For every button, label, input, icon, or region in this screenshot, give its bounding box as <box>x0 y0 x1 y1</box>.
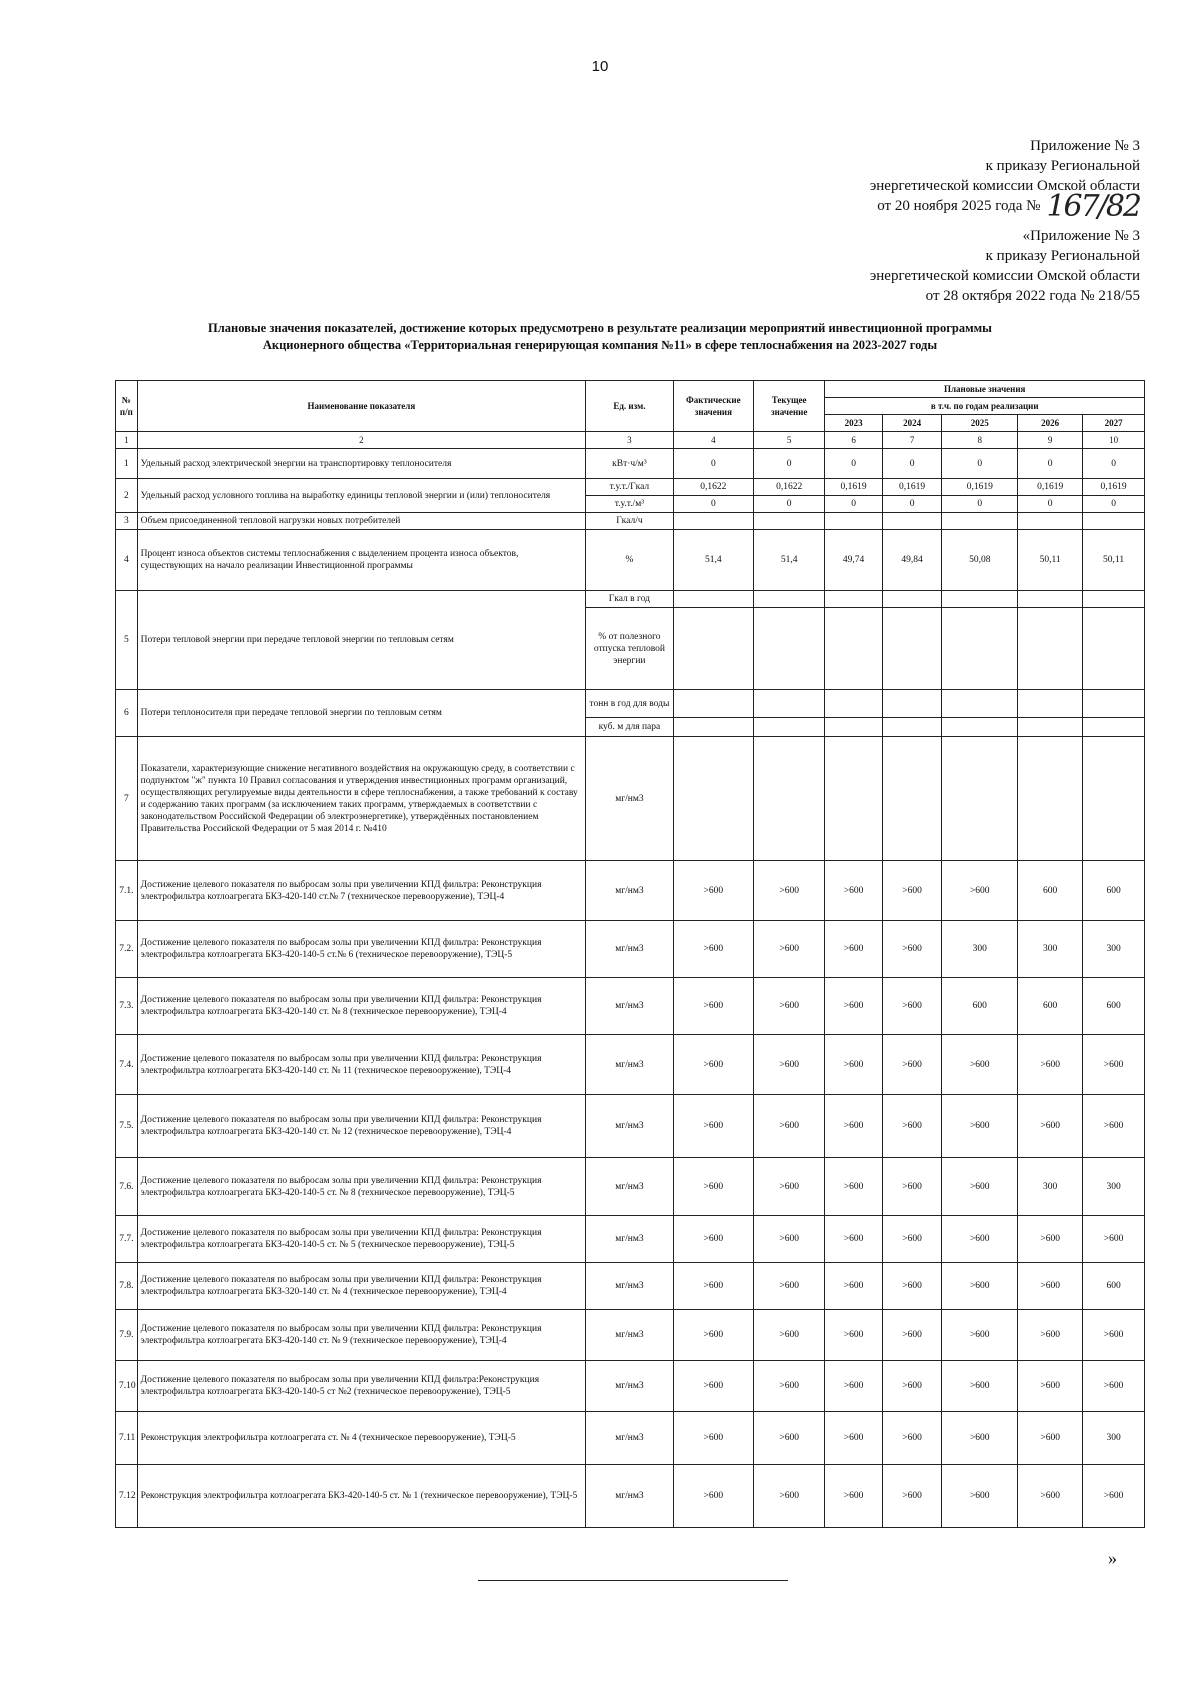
table-row <box>116 530 1145 591</box>
row-value: 50,08 <box>942 530 1018 591</box>
row-num: 7.10 <box>116 1361 138 1412</box>
footer-divider <box>478 1580 788 1581</box>
header-year: 2024 <box>882 415 942 432</box>
row-value: 0 <box>942 496 1018 513</box>
row-value: >600 <box>673 1465 753 1528</box>
row-num: 7.4. <box>116 1035 138 1095</box>
empty-cell <box>1083 513 1145 530</box>
row-value: >600 <box>825 1412 882 1465</box>
row-name: Показатели, характеризующие снижение негативного воздействия на окружающую среду, в соответствии с подпунктом "ж" пункта 10 Правил согласования и утверждения инвестиционных программ организаций, осуществляющих регулируемые виды деятельности в сфере теплоснабжения, а также требований к составу и содержанию таких программ (за исключением таких программ, утверждаемых в соответствии с законодательством Российской Федерации об электроэнергетике), утверждённых постановлением Правительства Российской Федерации от 5 мая 2014 г. №410 <box>137 737 585 861</box>
handwritten-number: 167/82 <box>1046 189 1140 224</box>
row-name: Достижение целевого показателя по выбросам золы при увеличении КПД фильтра:Реконструкция электрофильтра котлоагрегата БКЗ-420-140-5 ст №2 (техническое перевооружение), ТЭЦ-5 <box>137 1361 585 1412</box>
row-value: >600 <box>882 1216 942 1263</box>
row-name: Потери тепловой энергии при передаче тепловой энергии по тепловым сетям <box>137 591 585 690</box>
row-num: 7.2. <box>116 921 138 978</box>
empty-cell <box>753 737 824 861</box>
empty-cell <box>825 737 882 861</box>
row-value: 300 <box>1018 1158 1083 1216</box>
appendix-line: Приложение № 3 <box>1030 138 1140 154</box>
row-value: 0 <box>882 449 942 479</box>
empty-cell <box>825 591 882 608</box>
page-number: 10 <box>591 58 609 75</box>
header-planned: Плановые значения <box>825 381 1145 398</box>
row-value: 300 <box>1083 1412 1145 1465</box>
row-value: 0 <box>1083 449 1145 479</box>
empty-cell <box>1018 718 1083 737</box>
row-name: Достижение целевого показателя по выбросам золы при увеличении КПД фильтра: Реконструкция электрофильтра котлоагрегата БКЗ-420-140 ст. № 11 (техническое перевооружение), ТЭЦ-4 <box>137 1035 585 1095</box>
empty-cell <box>1083 718 1145 737</box>
closing-quote: » <box>1108 1548 1117 1568</box>
row-value: >600 <box>942 861 1018 921</box>
table-row <box>116 1216 1145 1263</box>
header-name: Наименование показателя <box>137 381 585 432</box>
row-value: >600 <box>825 1361 882 1412</box>
row-value: 0 <box>673 496 753 513</box>
table-row <box>116 1263 1145 1310</box>
row-value: 0 <box>825 496 882 513</box>
row-value: 49,84 <box>882 530 942 591</box>
row-value: >600 <box>1018 1035 1083 1095</box>
row-value: >600 <box>753 1263 824 1310</box>
row-unit: % <box>586 530 674 591</box>
row-unit: мг/нм3 <box>586 1361 674 1412</box>
row-value: 600 <box>1018 978 1083 1035</box>
table-row <box>116 690 1145 718</box>
empty-cell <box>673 690 753 718</box>
row-value: >600 <box>753 1412 824 1465</box>
row-value: >600 <box>942 1158 1018 1216</box>
row-value: >600 <box>882 1158 942 1216</box>
appendix-header-new <box>869 136 1140 224</box>
row-value: >600 <box>1083 1095 1145 1158</box>
row-value: >600 <box>673 921 753 978</box>
row-value: >600 <box>673 1035 753 1095</box>
row-value: >600 <box>1018 1465 1083 1528</box>
row-value: 600 <box>1018 861 1083 921</box>
row-value: >600 <box>1083 1216 1145 1263</box>
row-value: >600 <box>825 1035 882 1095</box>
row-value: >600 <box>882 978 942 1035</box>
row-value: 0 <box>1018 496 1083 513</box>
row-value: >600 <box>825 1310 882 1361</box>
row-num: 1 <box>116 449 138 479</box>
row-value: 0 <box>753 449 824 479</box>
row-value: >600 <box>753 1035 824 1095</box>
row-value: 0 <box>882 496 942 513</box>
row-value: 0,1622 <box>753 479 824 496</box>
table-row <box>116 861 1145 921</box>
row-value: 0,1619 <box>882 479 942 496</box>
row-value: 600 <box>1083 1263 1145 1310</box>
row-value: >600 <box>753 1095 824 1158</box>
row-value: >600 <box>882 1465 942 1528</box>
row-value: 600 <box>942 978 1018 1035</box>
index-cell: 8 <box>942 432 1018 449</box>
row-unit: мг/нм3 <box>586 1035 674 1095</box>
row-value: >600 <box>673 1412 753 1465</box>
row-value: >600 <box>882 921 942 978</box>
row-value: >600 <box>673 978 753 1035</box>
empty-cell <box>942 690 1018 718</box>
row-value: 0,1619 <box>825 479 882 496</box>
table-row <box>116 1361 1145 1412</box>
row-value: >600 <box>673 1361 753 1412</box>
row-num: 6 <box>116 690 138 737</box>
row-value: 300 <box>942 921 1018 978</box>
table-row <box>116 1158 1145 1216</box>
row-value: >600 <box>942 1412 1018 1465</box>
row-value: >600 <box>942 1263 1018 1310</box>
row-num: 7.1. <box>116 861 138 921</box>
empty-cell <box>753 690 824 718</box>
empty-cell <box>942 513 1018 530</box>
row-value: 0 <box>825 449 882 479</box>
empty-cell <box>673 718 753 737</box>
row-value: 0,1619 <box>942 479 1018 496</box>
row-value: >600 <box>882 1412 942 1465</box>
row-value: >600 <box>753 978 824 1035</box>
row-num: 7.7. <box>116 1216 138 1263</box>
empty-cell <box>1083 608 1145 690</box>
row-unit: т.у.т./м³ <box>586 496 674 513</box>
row-unit: мг/нм3 <box>586 921 674 978</box>
table-row <box>116 1035 1145 1095</box>
empty-cell <box>882 591 942 608</box>
row-unit: Гкал в год <box>586 591 674 608</box>
row-value: >600 <box>673 1216 753 1263</box>
row-name: Объем присоединенной тепловой нагрузки новых потребителей <box>137 513 585 530</box>
row-value: >600 <box>942 1361 1018 1412</box>
table-row <box>116 737 1145 861</box>
row-value: >600 <box>825 1158 882 1216</box>
appendix-header-old <box>870 226 1140 306</box>
appendix-line: к приказу Региональной <box>985 158 1140 174</box>
row-name: Достижение целевого показателя по выбросам золы при увеличении КПД фильтра: Реконструкция электрофильтра котлоагрегата БКЗ-420-140 ст.№ 7 (техническое перевооружение), ТЭЦ-4 <box>137 861 585 921</box>
empty-cell <box>1018 608 1083 690</box>
empty-cell <box>1083 591 1145 608</box>
row-value: >600 <box>753 1158 824 1216</box>
row-unit: мг/нм3 <box>586 737 674 861</box>
empty-cell <box>1018 591 1083 608</box>
table-row <box>116 1095 1145 1158</box>
empty-cell <box>825 718 882 737</box>
row-value: 600 <box>1083 861 1145 921</box>
row-value: >600 <box>1083 1035 1145 1095</box>
header-fact: Фактические значения <box>673 381 753 432</box>
row-value: 49,74 <box>825 530 882 591</box>
row-unit: мг/нм3 <box>586 1158 674 1216</box>
row-unit: мг/нм3 <box>586 1095 674 1158</box>
appendix-line: «Приложение № 3 <box>1022 228 1140 244</box>
row-name: Потери теплоносителя при передаче тепловой энергии по тепловым сетям <box>137 690 585 737</box>
row-unit: куб. м для пара <box>586 718 674 737</box>
row-value: >600 <box>1083 1361 1145 1412</box>
header-unit: Ед. изм. <box>586 381 674 432</box>
row-unit: кВт·ч/м³ <box>586 449 674 479</box>
row-name: Удельный расход условного топлива на выработку единицы тепловой энергии и (или) теплоносителя <box>137 479 585 513</box>
table-row <box>116 479 1145 496</box>
title-line: Акционерного общества «Территориальная генерирующая компания №11» в сфере теплоснабжения на 2023-2027 годы <box>262 338 938 352</box>
row-value: >600 <box>882 1361 942 1412</box>
row-value: >600 <box>825 921 882 978</box>
header-num: № п/п <box>116 381 138 432</box>
row-num: 2 <box>116 479 138 513</box>
row-unit: мг/нм3 <box>586 1216 674 1263</box>
row-name: Достижение целевого показателя по выбросам золы при увеличении КПД фильтра: Реконструкция электрофильтра котлоагрегата БКЗ-320-140 ст. № 4 (техническое перевооружение), ТЭЦ-4 <box>137 1263 585 1310</box>
row-value: >600 <box>1018 1310 1083 1361</box>
header-year: 2023 <box>825 415 882 432</box>
header-year: 2025 <box>942 415 1018 432</box>
row-value: >600 <box>942 1035 1018 1095</box>
header-current: Текущее значение <box>753 381 824 432</box>
empty-cell <box>825 690 882 718</box>
row-value: >600 <box>825 1263 882 1310</box>
table-row <box>116 513 1145 530</box>
row-value: 51,4 <box>753 530 824 591</box>
row-value: 0,1619 <box>1083 479 1145 496</box>
row-unit: Гкал/ч <box>586 513 674 530</box>
row-value: >600 <box>882 1035 942 1095</box>
row-value: >600 <box>753 1310 824 1361</box>
empty-cell <box>942 591 1018 608</box>
row-value: >600 <box>942 1095 1018 1158</box>
empty-cell <box>673 737 753 861</box>
row-value: 0,1622 <box>673 479 753 496</box>
row-value: 0 <box>673 449 753 479</box>
row-value: >600 <box>753 1216 824 1263</box>
row-value: >600 <box>753 1361 824 1412</box>
row-unit: тонн в год для воды <box>586 690 674 718</box>
row-num: 7.3. <box>116 978 138 1035</box>
row-value: 50,11 <box>1083 530 1145 591</box>
row-name: Достижение целевого показателя по выбросам золы при увеличении КПД фильтра: Реконструкция электрофильтра котлоагрегата БКЗ-420-140-5 ст. № 8 (техническое перевооружение), ТЭЦ-5 <box>137 1158 585 1216</box>
row-value: >600 <box>753 1465 824 1528</box>
row-value: >600 <box>825 1465 882 1528</box>
row-value: >600 <box>1018 1412 1083 1465</box>
row-value: 600 <box>1083 978 1145 1035</box>
empty-cell <box>942 737 1018 861</box>
row-value: >600 <box>942 1465 1018 1528</box>
row-value: >600 <box>882 1310 942 1361</box>
row-name: Достижение целевого показателя по выбросам золы при увеличении КПД фильтра: Реконструкция электрофильтра котлоагрегата БКЗ-420-140 ст. № 12 (техническое перевооружение), ТЭЦ-4 <box>137 1095 585 1158</box>
row-unit: т.у.т./Гкал <box>586 479 674 496</box>
empty-cell <box>753 608 824 690</box>
row-value: 300 <box>1083 1158 1145 1216</box>
empty-cell <box>753 513 824 530</box>
table-row <box>116 1465 1145 1528</box>
row-value: >600 <box>673 861 753 921</box>
row-num: 5 <box>116 591 138 690</box>
indicators-table <box>115 380 1145 1528</box>
appendix-date-line <box>870 189 1140 224</box>
row-value: 300 <box>1083 921 1145 978</box>
row-value: 51,4 <box>673 530 753 591</box>
row-unit: мг/нм3 <box>586 978 674 1035</box>
row-unit: мг/нм3 <box>586 1310 674 1361</box>
document-title <box>120 320 1080 354</box>
row-num: 7.6. <box>116 1158 138 1216</box>
table-row <box>116 1310 1145 1361</box>
row-value: >600 <box>1018 1361 1083 1412</box>
empty-cell <box>1018 737 1083 861</box>
index-cell: 10 <box>1083 432 1145 449</box>
appendix-line: от 28 октября 2022 года № 218/55 <box>925 288 1140 304</box>
empty-cell <box>942 718 1018 737</box>
row-value: >600 <box>753 921 824 978</box>
index-cell: 7 <box>882 432 942 449</box>
row-value: 0 <box>942 449 1018 479</box>
index-cell: 9 <box>1018 432 1083 449</box>
row-value: >600 <box>942 1216 1018 1263</box>
empty-cell <box>942 608 1018 690</box>
index-cell: 2 <box>137 432 585 449</box>
row-value: >600 <box>825 861 882 921</box>
row-value: >600 <box>825 1216 882 1263</box>
row-num: 7.9. <box>116 1310 138 1361</box>
row-value: 0,1619 <box>1018 479 1083 496</box>
row-name: Реконструкция электрофильтра котлоагрегата БКЗ-420-140-5 ст. № 1 (техническое перевооружение), ТЭЦ-5 <box>137 1465 585 1528</box>
appendix-line: энергетической комиссии Омской области <box>869 268 1140 284</box>
row-num: 4 <box>116 530 138 591</box>
row-value: 50,11 <box>1018 530 1083 591</box>
row-value: >600 <box>673 1095 753 1158</box>
row-value: >600 <box>825 978 882 1035</box>
row-num: 3 <box>116 513 138 530</box>
row-value: >600 <box>882 861 942 921</box>
empty-cell <box>1018 690 1083 718</box>
empty-cell <box>673 608 753 690</box>
index-cell: 3 <box>586 432 674 449</box>
empty-cell <box>1083 737 1145 861</box>
empty-cell <box>673 591 753 608</box>
row-value: >600 <box>673 1263 753 1310</box>
row-value: >600 <box>1018 1095 1083 1158</box>
row-value: >600 <box>942 1310 1018 1361</box>
header-year: 2026 <box>1018 415 1083 432</box>
row-value: 0 <box>1018 449 1083 479</box>
row-num: 7.11 <box>116 1412 138 1465</box>
row-value: 0 <box>753 496 824 513</box>
empty-cell <box>882 690 942 718</box>
empty-cell <box>882 608 942 690</box>
row-num: 7.5. <box>116 1095 138 1158</box>
empty-cell <box>882 513 942 530</box>
row-name: Достижение целевого показателя по выбросам золы при увеличении КПД фильтра: Реконструкция электрофильтра котлоагрегата БКЗ-420-140 ст. № 9 (техническое перевооружение), ТЭЦ-4 <box>137 1310 585 1361</box>
empty-cell <box>825 513 882 530</box>
row-name: Процент износа объектов системы теплоснабжения с выделением процента износа объектов, существующих на начало реализации Инвестиционной программы <box>137 530 585 591</box>
index-cell: 4 <box>673 432 753 449</box>
row-value: >600 <box>673 1310 753 1361</box>
row-value: >600 <box>882 1095 942 1158</box>
empty-cell <box>1018 513 1083 530</box>
row-unit: мг/нм3 <box>586 1465 674 1528</box>
row-value: >600 <box>753 861 824 921</box>
empty-cell <box>882 737 942 861</box>
header-year: 2027 <box>1083 415 1145 432</box>
row-name: Удельный расход электрической энергии на транспортировку теплоносителя <box>137 449 585 479</box>
title-line: Плановые значения показателей, достижение которых предусмотрено в результате реализации мероприятий инвестиционной программы <box>208 321 992 335</box>
row-unit: мг/нм3 <box>586 1412 674 1465</box>
appendix-line: к приказу Региональной <box>985 248 1140 264</box>
row-name: Достижение целевого показателя по выбросам золы при увеличении КПД фильтра: Реконструкция электрофильтра котлоагрегата БКЗ-420-140 ст. № 8 (техническое перевооружение), ТЭЦ-4 <box>137 978 585 1035</box>
row-name: Реконструкция электрофильтра котлоагрегата ст. № 4 (техническое перевооружение), ТЭЦ-5 <box>137 1412 585 1465</box>
appendix-line: энергетической комиссии Омской области <box>869 178 1140 194</box>
empty-cell <box>825 608 882 690</box>
row-name: Достижение целевого показателя по выбросам золы при увеличении КПД фильтра: Реконструкция электрофильтра котлоагрегата БКЗ-420-140-5 ст. № 5 (техническое перевооружение), ТЭЦ-5 <box>137 1216 585 1263</box>
row-unit: % от полезного отпуска тепловой энергии <box>586 608 674 690</box>
header-by-years: в т.ч. по годам реализации <box>825 398 1145 415</box>
row-value: >600 <box>825 1095 882 1158</box>
row-num: 7.8. <box>116 1263 138 1310</box>
table-row <box>116 921 1145 978</box>
row-unit: мг/нм3 <box>586 1263 674 1310</box>
index-cell: 1 <box>116 432 138 449</box>
row-value: >600 <box>1083 1465 1145 1528</box>
row-value: >600 <box>673 1158 753 1216</box>
row-name: Достижение целевого показателя по выбросам золы при увеличении КПД фильтра: Реконструкция электрофильтра котлоагрегата БКЗ-420-140-5 ст.№ 6 (техническое перевооружение), ТЭЦ-5 <box>137 921 585 978</box>
table-row <box>116 1412 1145 1465</box>
table-row <box>116 978 1145 1035</box>
row-value: >600 <box>1018 1216 1083 1263</box>
table-row <box>116 449 1145 479</box>
row-value: >600 <box>1083 1310 1145 1361</box>
row-value: 300 <box>1018 921 1083 978</box>
row-value: 0 <box>1083 496 1145 513</box>
index-cell: 5 <box>753 432 824 449</box>
row-value: >600 <box>1018 1263 1083 1310</box>
index-cell: 6 <box>825 432 882 449</box>
row-value: >600 <box>882 1263 942 1310</box>
empty-cell <box>753 718 824 737</box>
empty-cell <box>882 718 942 737</box>
appendix-date: от 20 ноября 2025 года № <box>877 198 1041 214</box>
empty-cell <box>753 591 824 608</box>
table-row <box>116 591 1145 608</box>
empty-cell <box>673 513 753 530</box>
row-num: 7.12 <box>116 1465 138 1528</box>
row-num: 7 <box>116 737 138 861</box>
empty-cell <box>1083 690 1145 718</box>
row-unit: мг/нм3 <box>586 861 674 921</box>
